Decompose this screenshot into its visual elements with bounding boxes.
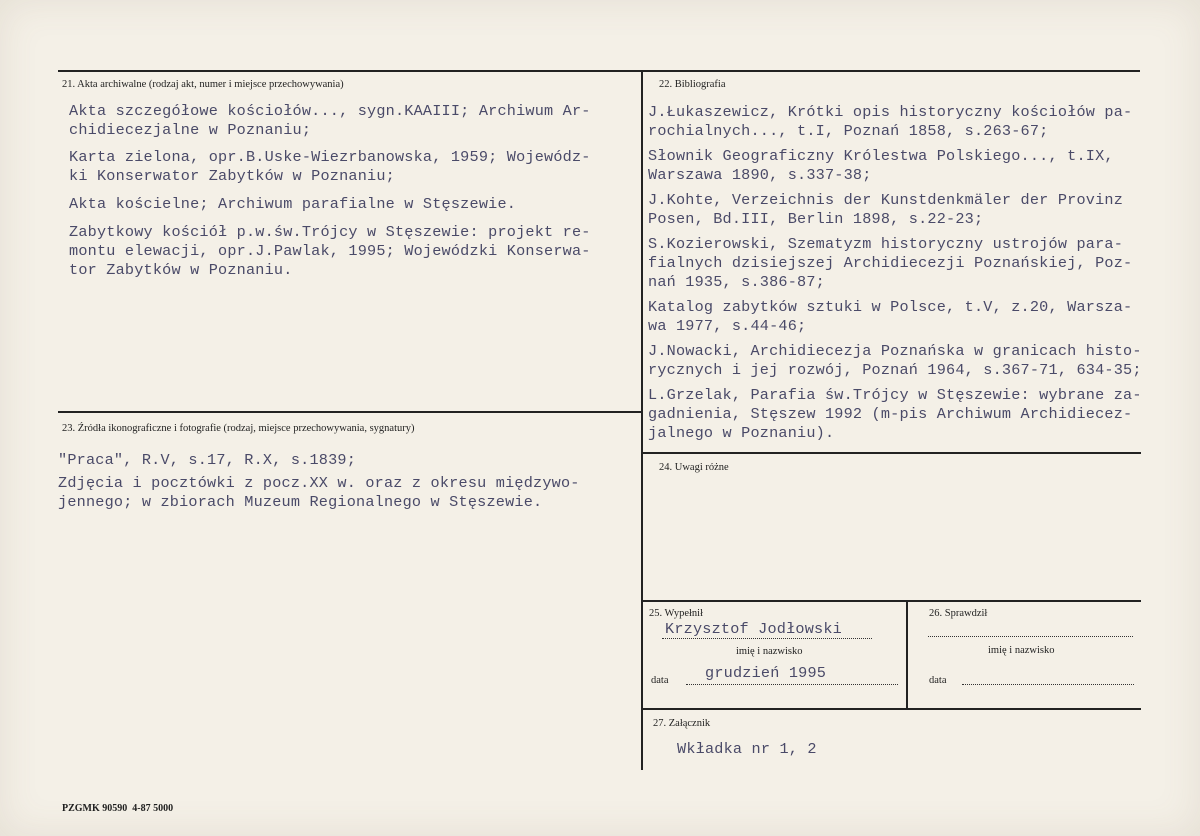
entry-line: ki Konserwator Zabytków w Poznaniu; [69,167,395,185]
name-line-25 [662,638,872,639]
section-23-text [58,451,580,512]
entry-line: jalnego w Poznaniu). [648,424,835,442]
date-label-26: data [929,675,947,686]
entry-line: fialnych dzisiejszej Archidiecezji Poznańskiej, Poz- [648,254,1133,272]
date-label-25: data [651,675,669,686]
entry-line: Katalog zabytków sztuki w Polsce, t.V, z.20, Warsza- [648,298,1133,316]
entry-line: rycznych i jej rozwój, Poznań 1964, s.367-71, 634-35; [648,361,1142,379]
rule-27 [641,708,1141,710]
entry-line: chidiecezjalne w Poznaniu; [69,121,312,139]
entry-line: L.Grzelak, Parafia św.Trójcy w Stęszewie: wybrane za- [648,386,1142,404]
entry-line: Zabytkowy kościół p.w.św.Trójcy w Stęszewie: projekt re- [69,223,591,241]
section-24-label: 24. Uwagi różne [659,462,729,473]
entry-line: wa 1977, s.44-46; [648,317,807,335]
entry-line: Słownik Geograficzny Królestwa Polskiego..., t.IX, [648,147,1114,165]
section-27-label: 27. Załącznik [653,718,711,729]
entry-line: nań 1935, s.386-87; [648,273,825,291]
entry-line: Zdjęcia i pocztówki z pocz.XX w. oraz z okresu międzywo- [58,474,580,492]
entry-line: jennego; w zbiorach Muzeum Regionalnego w Stęszewie. [58,493,543,511]
name-caption-25: imię i nazwisko [736,646,803,657]
entry-line: S.Kozierowski, Szematyzm historyczny ustrojów para- [648,235,1124,253]
entry-line: Karta zielona, opr.B.Uske-Wiezrbanowska, 1959; Wojewódz- [69,148,591,166]
date-line-26 [962,684,1134,685]
entry-line: J.Łukaszewicz, Krótki opis historyczny kościołów pa- [648,103,1133,121]
divider-25-26 [906,600,908,708]
entry-line: montu elewacji, opr.J.Pawlak, 1995; Wojewódzki Konserwa- [69,242,591,260]
section-21-label: 21. Akta archiwalne (rodzaj akt, numer i miejsce przechowywania) [62,79,344,90]
entry-line: rochialnych..., t.I, Poznań 1858, s.263-67; [648,122,1049,140]
attachment-value: Wkładka nr 1, 2 [677,740,817,758]
entry-line: Posen, Bd.III, Berlin 1898, s.22-23; [648,210,984,228]
section-23-label: 23. Źródła ikonograficzne i fotografie (rodzaj, miejsce przechowywania, sygnatury) [62,423,415,434]
date-line-25 [686,684,898,685]
entry-line: J.Nowacki, Archidiecezja Poznańska w granicach histo- [648,342,1142,360]
name-caption-26: imię i nazwisko [988,645,1055,656]
entry-line: tor Zabytków w Poznaniu. [69,261,293,279]
rule-23 [58,411,641,413]
section-26-label: 26. Sprawdził [929,608,988,619]
entry-line: Akta szczegółowe kościołów..., sygn.KAAIII; Archiwum Ar- [69,102,591,120]
top-rule [58,70,1140,72]
rule-25 [641,600,1141,602]
entry-line: Akta kościelne; Archiwum parafialne w Stęszewie. [69,195,517,213]
rule-24 [641,452,1141,454]
section-25-label: 25. Wypełnił [649,608,704,619]
filled-by-name: Krzysztof Jodłowski [665,620,842,638]
section-21-text [69,102,591,280]
entry-line: J.Kohte, Verzeichnis der Kunstdenkmäler der Provinz [648,191,1124,209]
filled-date: grudzień 1995 [705,664,827,682]
form-code: PZGMK 90590 4-87 5000 [62,803,174,814]
name-line-26 [928,636,1133,637]
column-divider [641,72,643,770]
section-22-label: 22. Bibliografia [659,79,726,90]
section-22-text [648,103,1142,443]
entry-line: "Praca", R.V, s.17, R.X, s.1839; [58,451,357,469]
entry-line: Warszawa 1890, s.337-38; [648,166,872,184]
entry-line: gadnienia, Stęszew 1992 (m-pis Archiwum Archidiecez- [648,405,1133,423]
